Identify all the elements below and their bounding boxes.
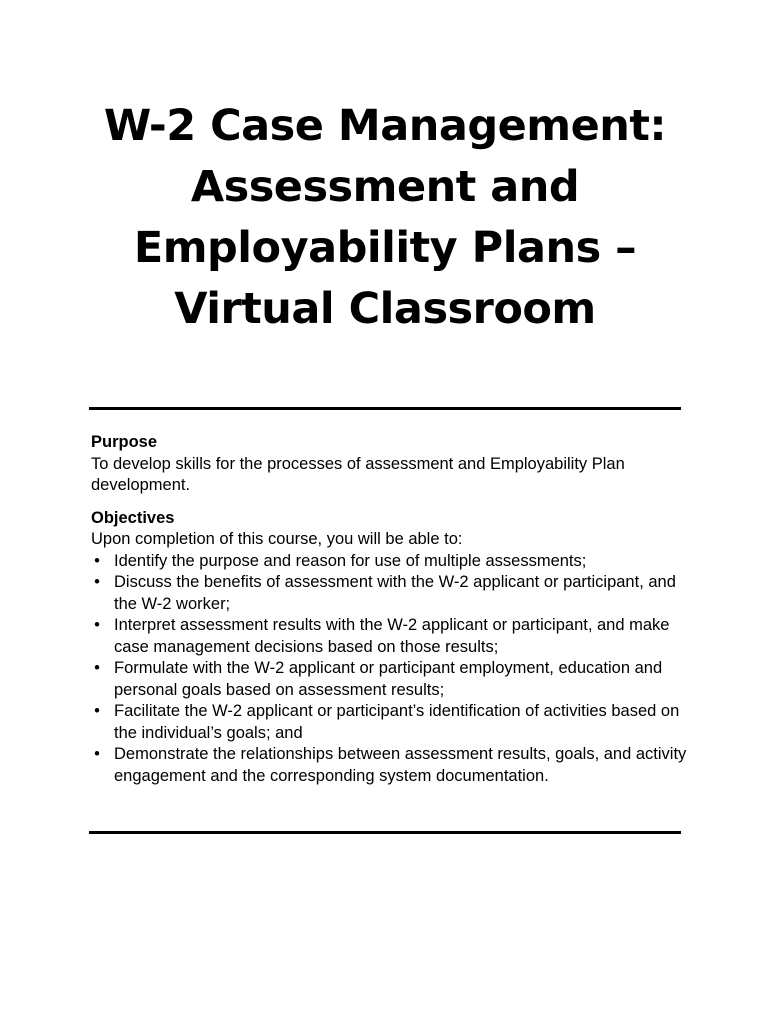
bullet-icon: •: [94, 702, 100, 720]
bullet-icon: •: [94, 573, 100, 591]
objective-text: Facilitate the W-2 applicant or participant’s identification of activities based on the individual’s goals; and: [114, 702, 680, 742]
course-description: [91, 432, 691, 787]
objective-text: Demonstrate the relationships between assessment results, goals, and activity engagement and the corresponding system documentation.: [114, 745, 687, 785]
list-item: [91, 701, 691, 744]
purpose-text: To develop skills for the processes of assessment and Employability Plan development.: [91, 454, 625, 494]
bottom-divider: [89, 831, 681, 834]
document-title: [60, 96, 710, 340]
title-line: W-2 Case Management:: [103, 101, 667, 151]
list-item: [91, 658, 691, 701]
objectives-list: [91, 551, 691, 788]
section-spacer: [91, 497, 691, 508]
top-divider: [89, 407, 681, 410]
objectives-intro: Upon completion of this course, you will be able to:: [91, 530, 463, 548]
objective-text: Formulate with the W-2 applicant or participant employment, education and personal goals based on assessment results;: [114, 659, 663, 699]
objective-text: Interpret assessment results with the W-2 applicant or participant, and make case management decisions based on those results;: [114, 616, 670, 656]
list-item: [91, 551, 691, 573]
list-item: [91, 572, 691, 615]
bullet-icon: •: [94, 551, 100, 570]
objectives-heading: Objectives: [91, 508, 175, 527]
title-line: Employability Plans –: [133, 223, 637, 273]
objective-text: Discuss the benefits of assessment with the W-2 applicant or participant, and the W-2 worker;: [114, 573, 676, 613]
list-item: [91, 744, 691, 787]
bullet-icon: •: [94, 745, 100, 763]
bullet-icon: •: [94, 616, 100, 634]
title-line: Assessment and: [190, 162, 580, 212]
objective-text: Identify the purpose and reason for use of multiple assessments;: [114, 551, 587, 570]
bullet-icon: •: [94, 659, 100, 677]
purpose-heading: Purpose: [91, 433, 158, 451]
title-line: Virtual Classroom: [174, 284, 596, 334]
list-item: [91, 615, 691, 658]
